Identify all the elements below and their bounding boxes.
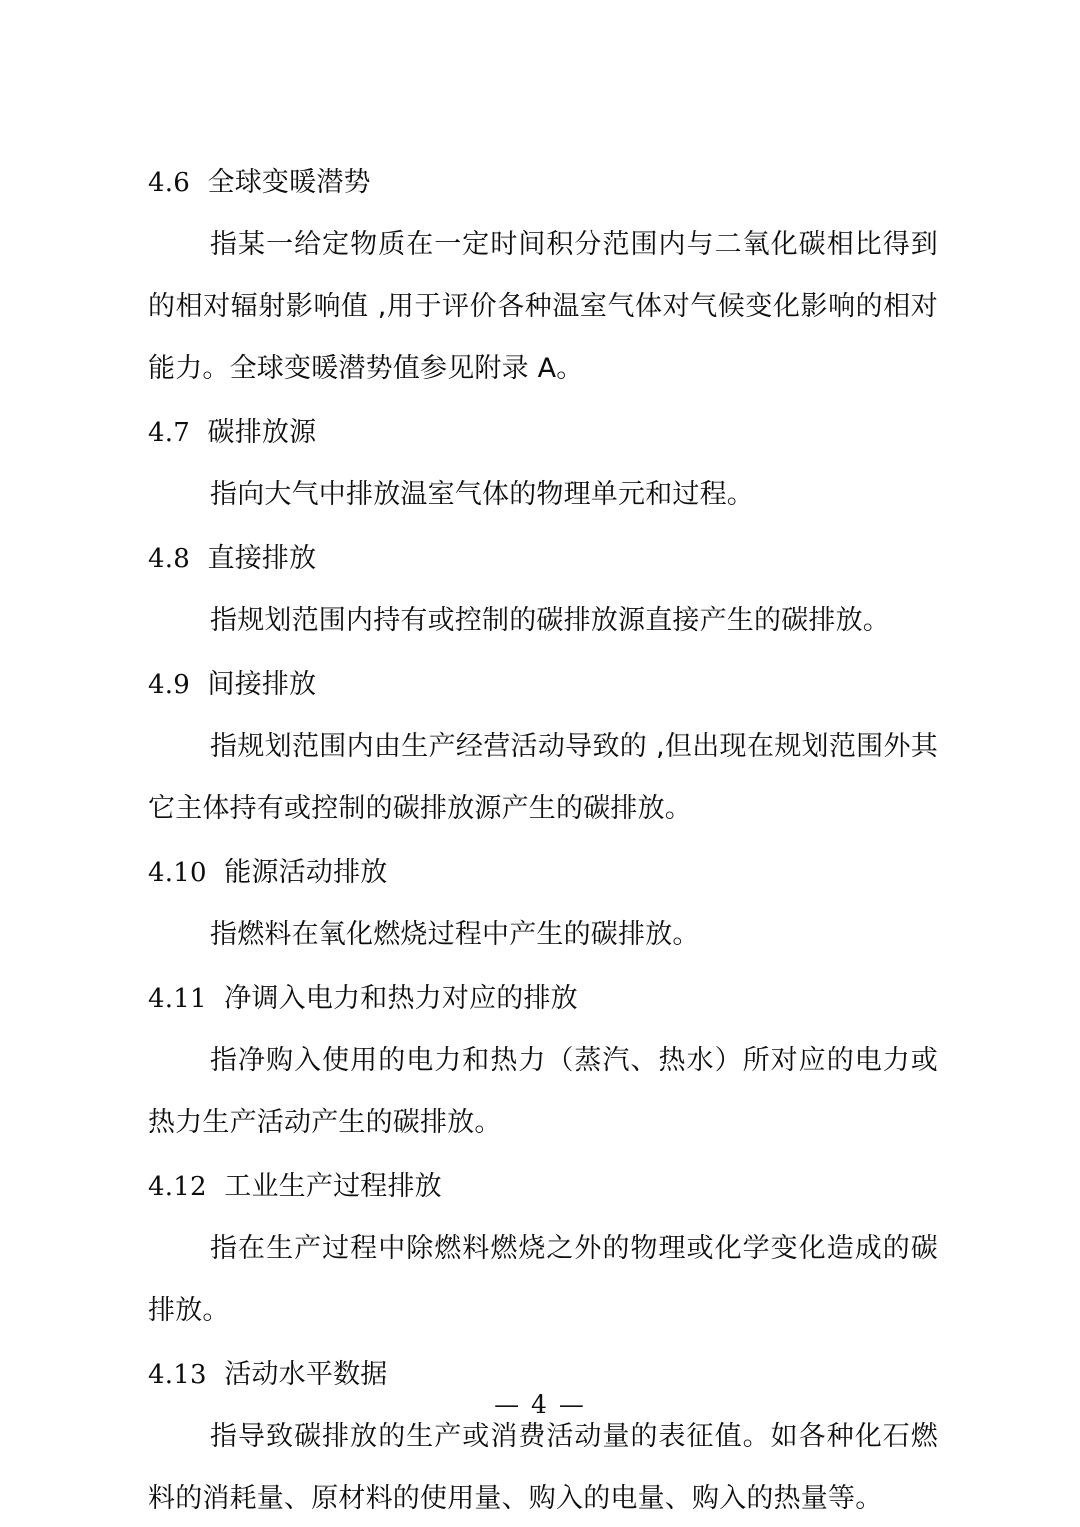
section-4-7 bbox=[148, 402, 938, 526]
section-4-11 bbox=[148, 968, 938, 1154]
section-number: 4.10 bbox=[148, 858, 207, 888]
section-4-9 bbox=[148, 654, 938, 840]
section-4-8 bbox=[148, 528, 938, 652]
section-body: 指规划范围内由生产经营活动导致的 ,但出现在规划范围外其它主体持有或控制的碳排放源产生的碳排放。 bbox=[148, 731, 938, 824]
page-content bbox=[148, 152, 938, 1527]
section-title: 净调入电力和热力对应的排放 bbox=[224, 983, 578, 1014]
section-title: 能源活动排放 bbox=[224, 857, 388, 888]
section-heading bbox=[148, 842, 938, 904]
section-body: 指导致碳排放的生产或消费活动量的表征值。如各种化石燃料的消耗量、原材料的使用量、购入的电量、购入的热量等。 bbox=[148, 1421, 938, 1514]
section-body: 指规划范围内持有或控制的碳排放源直接产生的碳排放。 bbox=[210, 605, 890, 636]
section-4-10 bbox=[148, 842, 938, 966]
section-title: 工业生产过程排放 bbox=[224, 1171, 442, 1202]
section-body: 指净购入使用的电力和热力（蒸汽、热水）所对应的电力或热力生产活动产生的碳排放。 bbox=[148, 1045, 938, 1138]
section-body: 指燃料在氧化燃烧过程中产生的碳排放。 bbox=[210, 919, 700, 950]
section-title: 碳排放源 bbox=[207, 417, 317, 448]
section-heading bbox=[148, 152, 938, 214]
section-number: 4.6 bbox=[148, 168, 190, 198]
section-number: 4.7 bbox=[148, 418, 190, 448]
section-body: 指在生产过程中除燃料燃烧之外的物理或化学变化造成的碳排放。 bbox=[148, 1233, 938, 1326]
section-body: 指某一给定物质在一定时间积分范围内与二氧化碳相比得到的相对辐射影响值 ,用于评价各种温室气体对气候变化影响的相对能力。全球变暖潜势值参见附录 A。 bbox=[148, 229, 938, 384]
section-number: 4.11 bbox=[148, 984, 207, 1014]
section-number: 4.8 bbox=[148, 544, 190, 574]
section-heading bbox=[148, 528, 938, 590]
section-number: 4.12 bbox=[148, 1172, 207, 1202]
section-body: 指向大气中排放温室气体的物理单元和过程。 bbox=[210, 479, 754, 510]
section-number: 4.9 bbox=[148, 670, 190, 700]
section-heading bbox=[148, 968, 938, 1030]
section-4-6 bbox=[148, 152, 938, 400]
section-heading bbox=[148, 654, 938, 716]
section-4-13 bbox=[148, 1344, 938, 1527]
section-title: 直接排放 bbox=[207, 543, 317, 574]
section-4-12 bbox=[148, 1156, 938, 1342]
section-heading bbox=[148, 1156, 938, 1218]
section-number: 4.13 bbox=[148, 1360, 207, 1390]
section-title: 间接排放 bbox=[207, 669, 317, 700]
page-number: — 4 — bbox=[494, 1390, 586, 1419]
section-title: 活动水平数据 bbox=[224, 1359, 388, 1390]
section-heading bbox=[148, 402, 938, 464]
section-title: 全球变暖潜势 bbox=[207, 167, 371, 198]
